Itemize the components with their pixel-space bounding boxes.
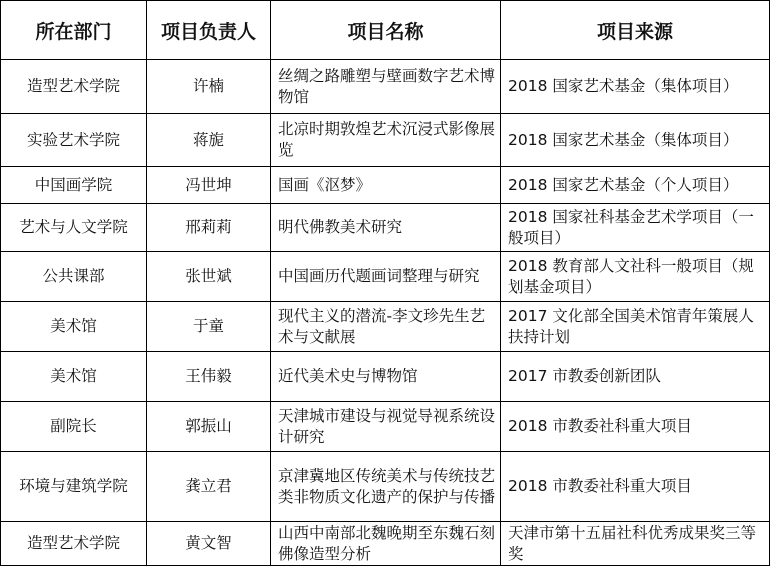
cell-project-name: 近代美术史与博物馆 (271, 352, 501, 402)
cell-dept: 造型艺术学院 (1, 522, 147, 566)
cell-lead: 冯世坤 (147, 167, 271, 204)
table-row (1, 60, 770, 114)
cell-lead: 许楠 (147, 60, 271, 114)
cell-dept: 公共课部 (1, 252, 147, 302)
cell-project-name: 中国画历代题画词整理与研究 (271, 252, 501, 302)
cell-source: 2018 市教委社科重大项目 (501, 402, 770, 452)
table-row (1, 352, 770, 402)
cell-lead: 黄文智 (147, 522, 271, 566)
cell-dept: 实验艺术学院 (1, 114, 147, 167)
cell-source: 2017 市教委创新团队 (501, 352, 770, 402)
cell-source: 2018 国家社科基金艺术学项目（一般项目） (501, 204, 770, 252)
cell-project-name: 北凉时期敦煌艺术沉浸式影像展览 (271, 114, 501, 167)
cell-source: 2018 国家艺术基金（集体项目） (501, 114, 770, 167)
cell-project-name: 现代主义的潜流-李文珍先生艺术与文献展 (271, 302, 501, 352)
cell-project-name: 天津城市建设与视觉导视系统设计研究 (271, 402, 501, 452)
cell-project-name: 国画《沤梦》 (271, 167, 501, 204)
cell-dept: 美术馆 (1, 352, 147, 402)
header-lead: 项目负责人 (147, 1, 271, 60)
table-row (1, 167, 770, 204)
cell-lead: 王伟毅 (147, 352, 271, 402)
cell-source: 2018 国家艺术基金（个人项目） (501, 167, 770, 204)
table-row (1, 204, 770, 252)
cell-source: 2018 国家艺术基金（集体项目） (501, 60, 770, 114)
cell-lead: 龚立君 (147, 452, 271, 522)
cell-lead: 邢莉莉 (147, 204, 271, 252)
header-name: 项目名称 (271, 1, 501, 60)
table-row (1, 252, 770, 302)
cell-dept: 副院长 (1, 402, 147, 452)
header-row (1, 1, 770, 60)
cell-source: 2017 文化部全国美术馆青年策展人扶持计划 (501, 302, 770, 352)
table-row (1, 522, 770, 566)
cell-lead: 郭振山 (147, 402, 271, 452)
cell-source: 2018 教育部人文社科一般项目（规划基金项目） (501, 252, 770, 302)
cell-source: 天津市第十五届社科优秀成果奖三等奖 (501, 522, 770, 566)
cell-dept: 造型艺术学院 (1, 60, 147, 114)
cell-lead: 于童 (147, 302, 271, 352)
cell-dept: 美术馆 (1, 302, 147, 352)
table-row (1, 114, 770, 167)
cell-dept: 环境与建筑学院 (1, 452, 147, 522)
cell-source: 2018 市教委社科重大项目 (501, 452, 770, 522)
header-source: 项目来源 (501, 1, 770, 60)
cell-project-name: 明代佛教美术研究 (271, 204, 501, 252)
table-row (1, 402, 770, 452)
cell-lead: 蒋旎 (147, 114, 271, 167)
cell-project-name: 京津冀地区传统美术与传统技艺类非物质文化遗产的保护与传播 (271, 452, 501, 522)
cell-lead: 张世斌 (147, 252, 271, 302)
header-dept: 所在部门 (1, 1, 147, 60)
table-row (1, 452, 770, 522)
cell-dept: 艺术与人文学院 (1, 204, 147, 252)
cell-dept: 中国画学院 (1, 167, 147, 204)
table-row (1, 302, 770, 352)
cell-project-name: 山西中南部北魏晚期至东魏石刻佛像造型分析 (271, 522, 501, 566)
cell-project-name: 丝绸之路雕塑与壁画数字艺术博物馆 (271, 60, 501, 114)
